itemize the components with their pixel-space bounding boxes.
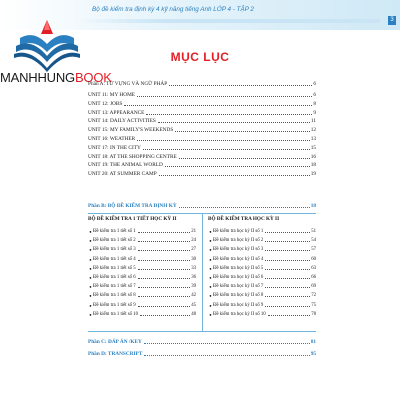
dot-leader xyxy=(265,296,310,297)
list-item[interactable] xyxy=(208,311,316,318)
toc-entry-page: 19 xyxy=(310,171,316,178)
dot-leader xyxy=(138,241,191,242)
dot-leader xyxy=(265,250,310,251)
toc-entry-title: UNIT 12: JOBS xyxy=(88,100,123,107)
toc-entry-title: Phần D: TRANSCRIPT xyxy=(88,351,143,357)
toc-unit-15[interactable] xyxy=(88,126,316,134)
toc-unit-17[interactable] xyxy=(88,144,316,152)
bullet-icon: ● xyxy=(209,311,212,317)
toc-unit-12[interactable] xyxy=(88,100,316,108)
dot-leader xyxy=(179,158,310,159)
dot-leader xyxy=(179,207,310,208)
bullet-icon: ● xyxy=(209,275,212,280)
dot-leader xyxy=(138,260,191,261)
toc-entry-page: 63 xyxy=(311,265,316,271)
dot-leader xyxy=(144,355,309,356)
dot-leader xyxy=(165,166,310,167)
list-item[interactable] xyxy=(208,237,316,244)
bullet-icon: ● xyxy=(89,229,92,234)
toc-entry-page: 30 xyxy=(191,256,196,262)
table-of-contents xyxy=(88,80,316,380)
dot-leader xyxy=(138,269,191,270)
toc-entry-page: 48 xyxy=(191,311,196,317)
bullet-icon: ● xyxy=(89,275,92,280)
dot-leader xyxy=(169,85,312,86)
toc-entry-title: Đề kiểm tra học kỳ II số 3 xyxy=(213,247,264,253)
bullet-icon: ● xyxy=(209,256,212,262)
toc-entry-title: Đề kiểm tra học kỳ II số 9 xyxy=(213,302,264,308)
toc-entry-page: 54 xyxy=(311,238,316,244)
toc-part-c[interactable] xyxy=(88,338,316,346)
dot-leader xyxy=(137,140,310,141)
toc-entry-title: UNIT 17: IN THE CITY xyxy=(88,144,141,151)
toc-entry-title: Đề kiểm tra 1 tiết số 1 xyxy=(93,229,136,234)
toc-entry-title: Đề kiểm tra 1 tiết số 10 xyxy=(93,311,139,317)
toc-entry-page: 42 xyxy=(191,293,196,299)
dot-leader xyxy=(143,149,310,150)
bullet-icon: ● xyxy=(209,247,212,253)
toc-unit-13[interactable] xyxy=(88,109,316,117)
page-number: 3 xyxy=(388,16,396,25)
toc-part-b[interactable] xyxy=(88,202,316,210)
toc-entry-title: UNIT 18: AT THE SHOPPING CENTRE xyxy=(88,153,177,160)
dot-leader xyxy=(138,296,191,297)
toc-entry-page: 15 xyxy=(310,144,316,151)
toc-entry-page: 9 xyxy=(313,109,316,116)
bullet-icon: ● xyxy=(209,284,212,290)
dot-leader xyxy=(268,315,311,316)
header-title: Bộ đề kiểm tra định kỳ 4 kỹ năng tiếng Anh LỚP 4 - TẬP 2 xyxy=(92,6,254,13)
toc-entry-page: 18 xyxy=(310,162,316,169)
toc-entry-page: 66 xyxy=(311,275,316,280)
dot-leader xyxy=(265,269,310,270)
dot-leader xyxy=(158,122,310,123)
test-set-1-heading: BỘ ĐỀ KIỂM TRA 1 TIẾT HỌC KỲ II xyxy=(88,216,177,222)
dot-leader xyxy=(144,343,310,344)
list-item[interactable] xyxy=(88,246,196,253)
list-item[interactable] xyxy=(88,292,196,299)
bullet-icon: ● xyxy=(209,293,212,299)
toc-entry-page: 39 xyxy=(191,284,196,290)
toc-entry-page: 57 xyxy=(311,247,316,253)
dot-leader xyxy=(265,306,310,307)
bullet-icon: ● xyxy=(89,293,92,299)
book-logo-icon xyxy=(12,12,82,72)
toc-part-a[interactable] xyxy=(88,80,316,88)
toc-entry-page: 8 xyxy=(313,100,316,107)
test-set-2-heading: BỘ ĐỀ KIỂM TRA HỌC KỲ II xyxy=(208,216,280,222)
toc-entry-title: Phần C: ĐÁP ÁN /KEY xyxy=(88,339,142,345)
list-item[interactable] xyxy=(88,256,196,263)
toc-entry-page: 69 xyxy=(311,284,316,290)
dot-leader xyxy=(124,105,312,106)
toc-entry-page: 81 xyxy=(310,339,316,345)
toc-entry-page: 12 xyxy=(310,127,316,134)
toc-entry-page: 13 xyxy=(310,136,316,142)
toc-unit-20[interactable] xyxy=(88,170,316,178)
toc-entry-title: Đề kiểm tra 1 tiết số 3 xyxy=(93,247,136,253)
dot-leader xyxy=(265,232,310,233)
toc-entry-title: Phần B: BỘ ĐỀ KIỂM TRA ĐỊNH KỲ xyxy=(88,203,177,209)
dot-leader xyxy=(138,250,191,251)
toc-entry-page: 60 xyxy=(311,256,316,262)
toc-entry-title: Đề kiểm tra 1 tiết số 8 xyxy=(93,293,136,299)
toc-entry-page: 6 xyxy=(313,92,316,98)
list-item[interactable] xyxy=(88,237,196,244)
toc-entry-title: UNIT 16: WEATHER xyxy=(88,136,136,142)
dot-leader xyxy=(265,278,310,279)
list-item[interactable] xyxy=(208,283,316,290)
toc-entry-title: Đề kiểm tra học kỳ II số 1 xyxy=(213,229,264,234)
bullet-icon: ● xyxy=(89,256,92,262)
list-item[interactable] xyxy=(208,302,316,309)
header-stripe xyxy=(80,19,380,23)
toc-entry-title: UNIT 20: AT SUMMER CAMP xyxy=(88,171,157,178)
toc-entry-page: 27 xyxy=(191,247,196,253)
column-rule xyxy=(88,331,316,332)
toc-entry-title: UNIT 11: MY HOME xyxy=(88,92,136,98)
toc-entry-title: Đề kiểm tra 1 tiết số 7 xyxy=(93,284,136,290)
toc-entry-title: UNIT 19: THE ANIMAL WORLD xyxy=(88,162,163,169)
page-title: MỤC LỤC xyxy=(170,50,230,64)
toc-entry-page: 95 xyxy=(310,351,316,357)
list-item[interactable] xyxy=(88,274,196,281)
toc-unit-11[interactable] xyxy=(88,91,316,99)
list-item[interactable] xyxy=(88,283,196,290)
list-item[interactable] xyxy=(208,246,316,253)
list-item[interactable] xyxy=(88,265,196,272)
toc-entry-title: Đề kiểm tra học kỳ II số 4 xyxy=(213,256,264,262)
toc-entry-page: 11 xyxy=(310,118,316,125)
toc-entry-title: Đề kiểm tra 1 tiết số 2 xyxy=(93,238,136,244)
bullet-icon: ● xyxy=(209,302,212,308)
toc-entry-page: 75 xyxy=(311,302,316,308)
list-item[interactable] xyxy=(88,228,196,235)
toc-entry-title: UNIT 15: MY FAMILY'S WEEKENDS xyxy=(88,127,174,134)
dot-leader xyxy=(159,175,310,176)
toc-entry-page: 51 xyxy=(311,229,316,234)
dot-leader xyxy=(138,287,191,288)
bullet-icon: ● xyxy=(89,284,92,290)
toc-entry-page: 18 xyxy=(310,203,316,209)
toc-entry-page: 36 xyxy=(191,275,196,280)
toc-entry-title: Đề kiểm tra học kỳ II số 6 xyxy=(213,275,264,280)
bullet-icon: ● xyxy=(89,247,92,253)
list-item[interactable] xyxy=(88,302,196,309)
toc-entry-page: 24 xyxy=(191,238,196,244)
toc-entry-page: 16 xyxy=(310,153,316,160)
toc-entry-page: 45 xyxy=(191,302,196,308)
toc-entry-title: Đề kiểm tra 1 tiết số 9 xyxy=(93,302,136,308)
toc-entry-page: 33 xyxy=(191,265,196,271)
dot-leader xyxy=(265,260,310,261)
toc-entry-title: Phần A: TỪ VỰNG VÀ NGỮ PHÁP xyxy=(88,81,168,87)
toc-entry-title: Đề kiểm tra 1 tiết số 6 xyxy=(93,275,136,280)
toc-entry-title: Đề kiểm tra 1 tiết số 5 xyxy=(93,265,136,271)
toc-entry-page: 72 xyxy=(311,293,316,299)
dot-leader xyxy=(138,306,191,307)
list-item[interactable] xyxy=(208,265,316,272)
toc-entry-title: Đề kiểm tra học kỳ II số 5 xyxy=(213,265,264,271)
list-item[interactable] xyxy=(208,256,316,263)
toc-entry-page: 21 xyxy=(191,229,196,234)
dot-leader xyxy=(265,287,310,288)
toc-unit-14[interactable] xyxy=(88,117,316,125)
list-item[interactable] xyxy=(208,228,316,235)
dot-leader xyxy=(137,96,312,97)
bullet-icon: ● xyxy=(209,265,212,271)
toc-entry-title: UNIT 14: DAILY ACTIVITIES xyxy=(88,118,156,125)
toc-unit-18[interactable] xyxy=(88,153,316,161)
dot-leader xyxy=(138,232,191,233)
bullet-icon: ● xyxy=(89,302,92,308)
list-item[interactable] xyxy=(88,311,196,318)
toc-unit-16[interactable] xyxy=(88,135,316,143)
toc-entry-title: UNIT 13: APPEARANCE xyxy=(88,109,145,116)
bullet-icon: ● xyxy=(89,265,92,271)
brand-wordmark-text: MANHHUNGBOOK xyxy=(0,70,112,85)
bullet-icon: ● xyxy=(209,238,212,244)
toc-unit-19[interactable] xyxy=(88,161,316,169)
toc-entry-title: Đề kiểm tra 1 tiết số 4 xyxy=(93,256,136,262)
list-item[interactable] xyxy=(208,274,316,281)
bullet-icon: ● xyxy=(209,229,212,234)
dot-leader xyxy=(175,131,309,132)
dot-leader xyxy=(140,315,190,316)
toc-entry-title: Đề kiểm tra học kỳ II số 8 xyxy=(213,293,264,299)
dot-leader xyxy=(138,278,191,279)
bullet-icon: ● xyxy=(89,311,92,317)
toc-entry-title: Đề kiểm tra học kỳ II số 7 xyxy=(213,284,264,290)
toc-entry-title: Đề kiểm tra học kỳ II số 10 xyxy=(213,311,266,317)
dot-leader xyxy=(265,241,310,242)
toc-entry-title: Đề kiểm tra học kỳ II số 2 xyxy=(213,238,264,244)
list-item[interactable] xyxy=(208,292,316,299)
toc-entry-page: 6 xyxy=(313,81,316,87)
column-divider xyxy=(202,213,203,331)
dot-leader xyxy=(146,114,312,115)
toc-entry-page: 78 xyxy=(311,311,316,317)
bullet-icon: ● xyxy=(89,238,92,244)
toc-part-d[interactable] xyxy=(88,350,316,358)
